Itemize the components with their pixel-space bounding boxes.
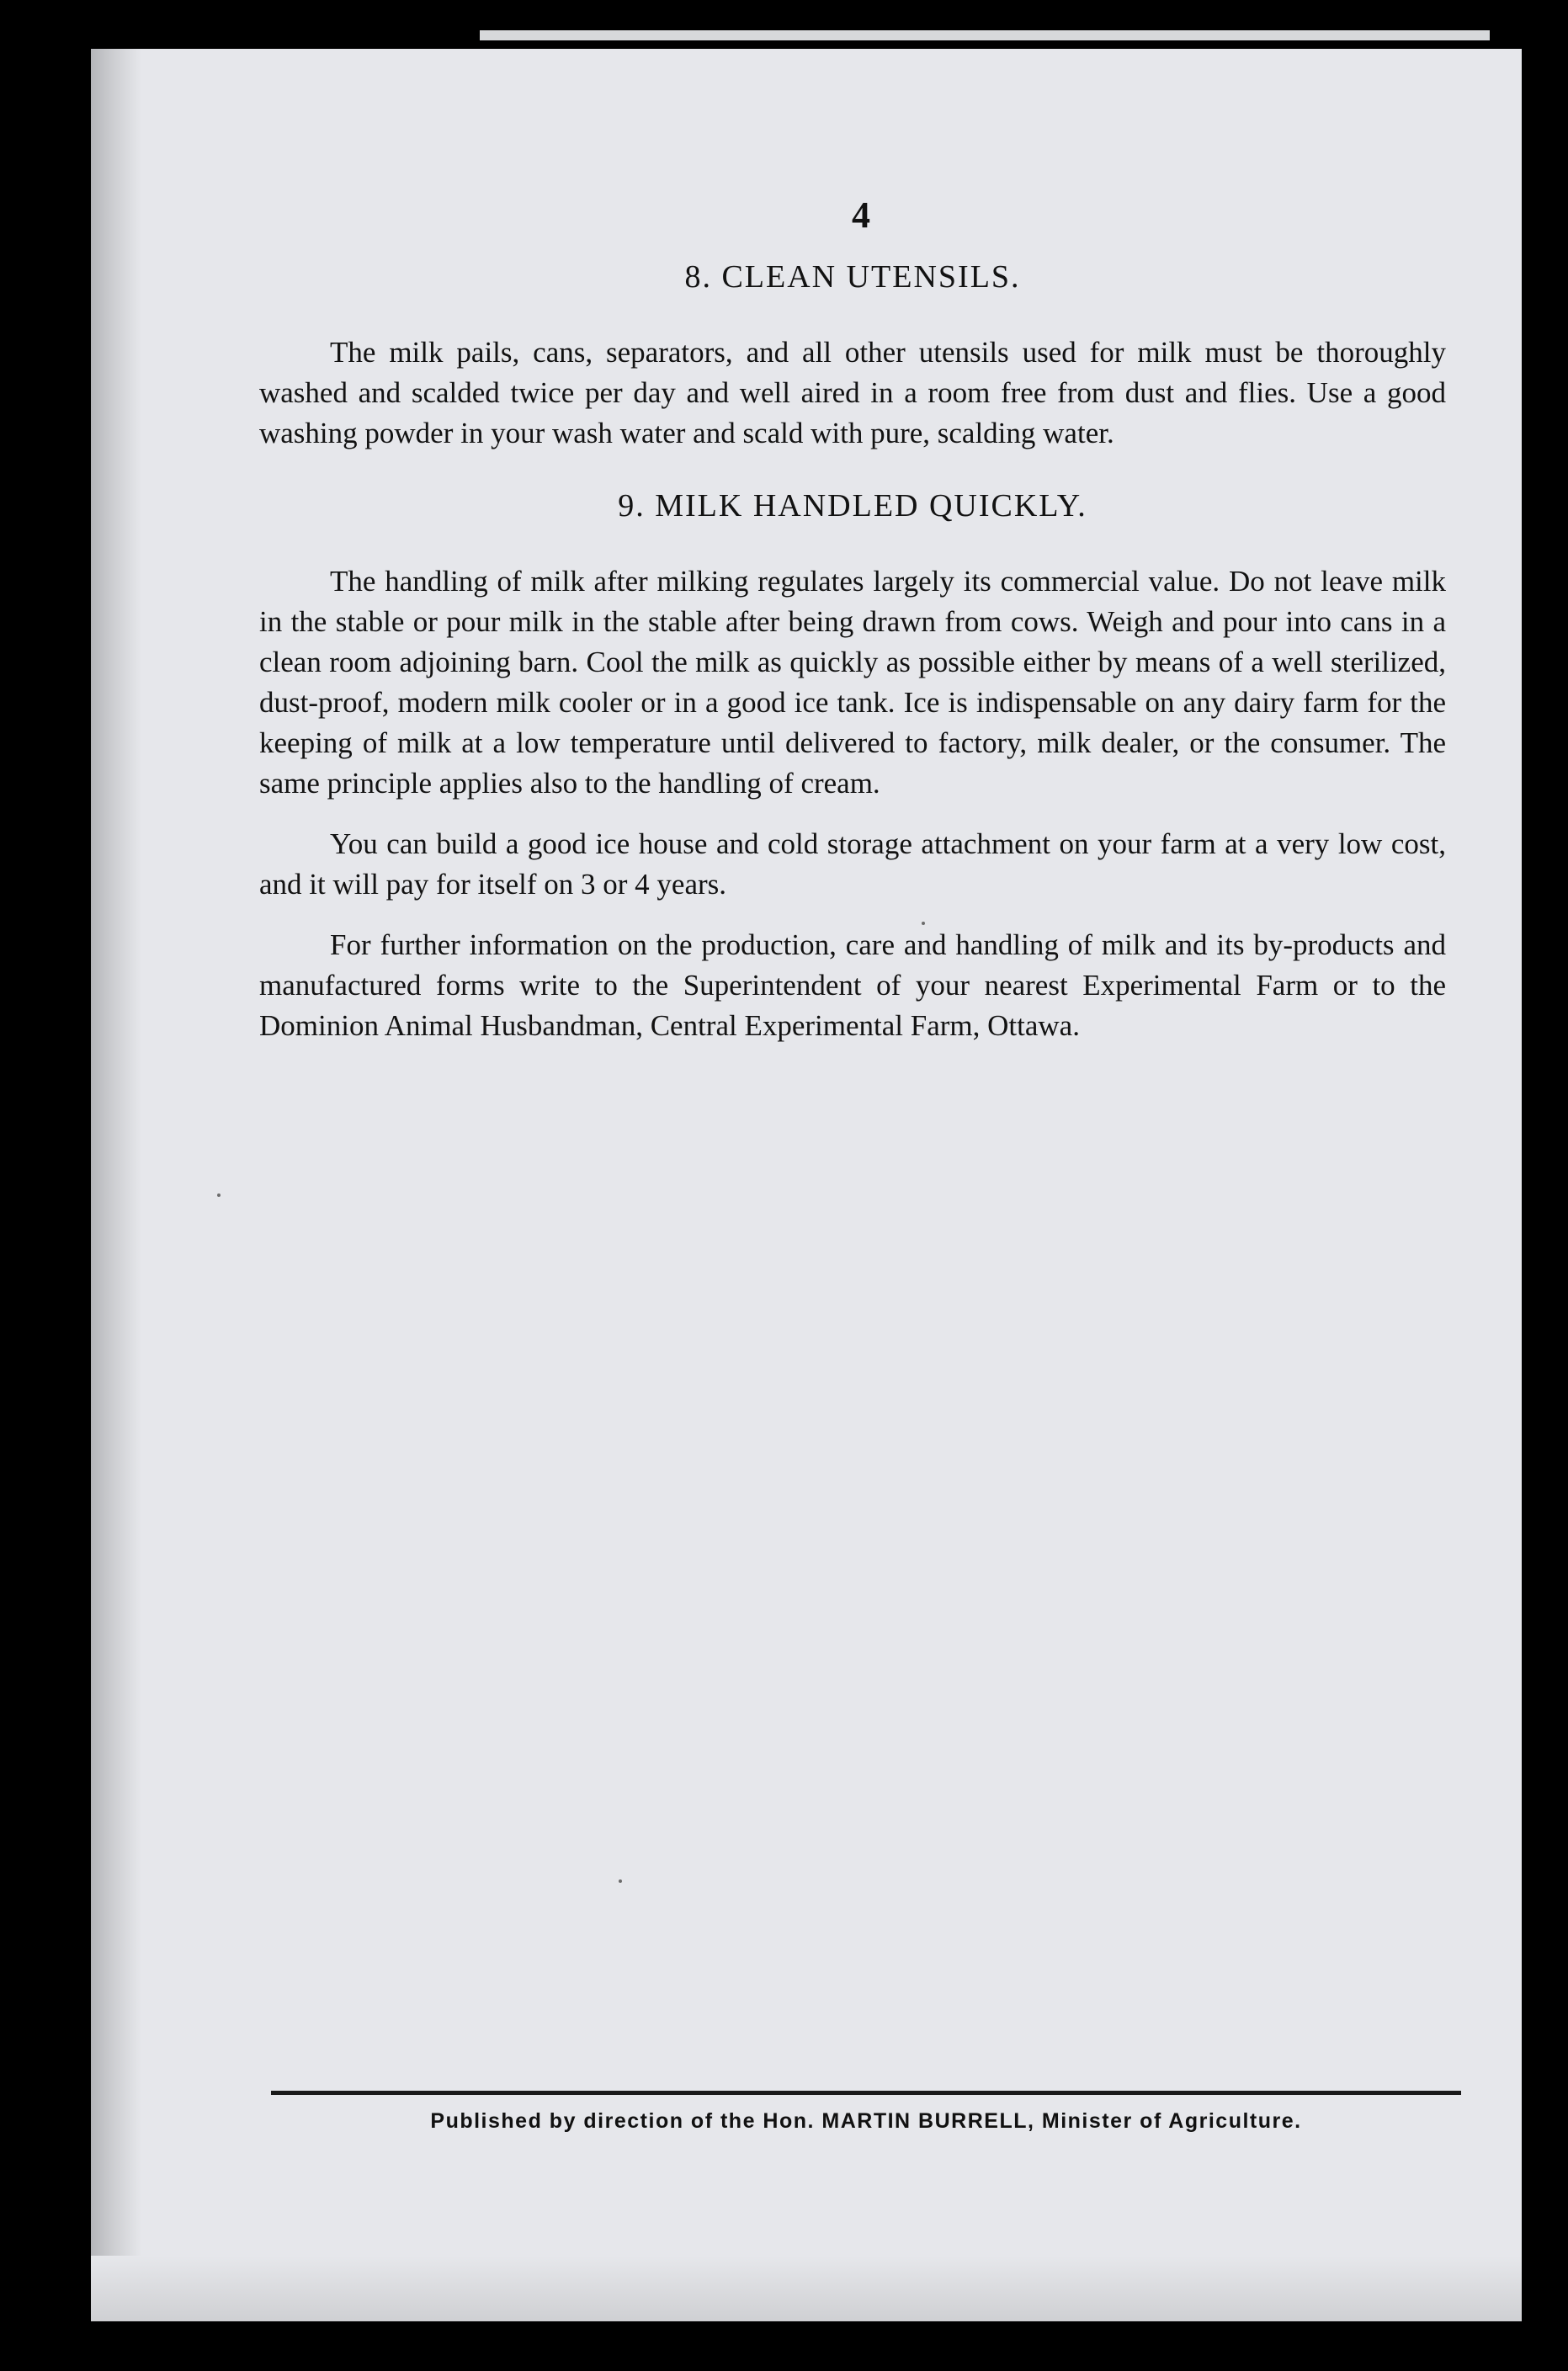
section-clean-utensils: [259, 258, 1446, 454]
paragraph: The handling of milk after milking regulates largely its commercial value. Do not leave milk in the stable or pour milk in the stable after being drawn from cows. Weigh and pour into cans in a clean room adjoining barn. Cool the milk as quickly as possible either by means of a well sterilized, dust-proof, modern milk cooler or in a good ice tank. Ice is indispensable on any dairy farm for the keeping of milk at a low temperature until delivered to factory, milk dealer, or the consumer. The same principle applies also to the handling of cream.: [259, 565, 1446, 800]
paragraph: The milk pails, cans, separators, and all other utensils used for milk must be thoroughly washed and scalded twice per day and well aired in a room free from dust and flies. Use a good washing powder in your wash water and scald with pure, scalding water.: [259, 336, 1446, 449]
paper-left-edge-shadow: [91, 49, 141, 2321]
paragraph: You can build a good ice house and cold storage attachment on your farm at a very low cost, and it will pay for itself on 3 or 4 years.: [259, 827, 1446, 901]
paragraph: For further information on the production, care and handling of milk and its by-products and manufactured forms write to the Superintendent of your nearest Experimental Farm or to the Dominion Animal Husbandman, Central Experimental Farm, Ottawa.: [259, 928, 1446, 1042]
scan-top-edge-strip: [480, 30, 1490, 40]
page-content: [259, 185, 1446, 1066]
section-heading: 8. CLEAN UTENSILS.: [684, 259, 1021, 295]
scan-speck: [922, 922, 925, 925]
page-number: 4: [852, 194, 870, 236]
scan-speck: [217, 1193, 221, 1197]
footer-divider: [271, 2091, 1461, 2095]
section-heading: 9. MILK HANDLED QUICKLY.: [618, 488, 1087, 524]
scan-speck: [619, 1879, 622, 1883]
paper-bottom-edge-shadow: [91, 2256, 1522, 2321]
section-milk-handled-quickly: [259, 487, 1446, 1046]
footer-publisher-line: Published by direction of the Hon. MARTIN BURRELL, Minister of Agriculture.: [430, 2109, 1302, 2133]
